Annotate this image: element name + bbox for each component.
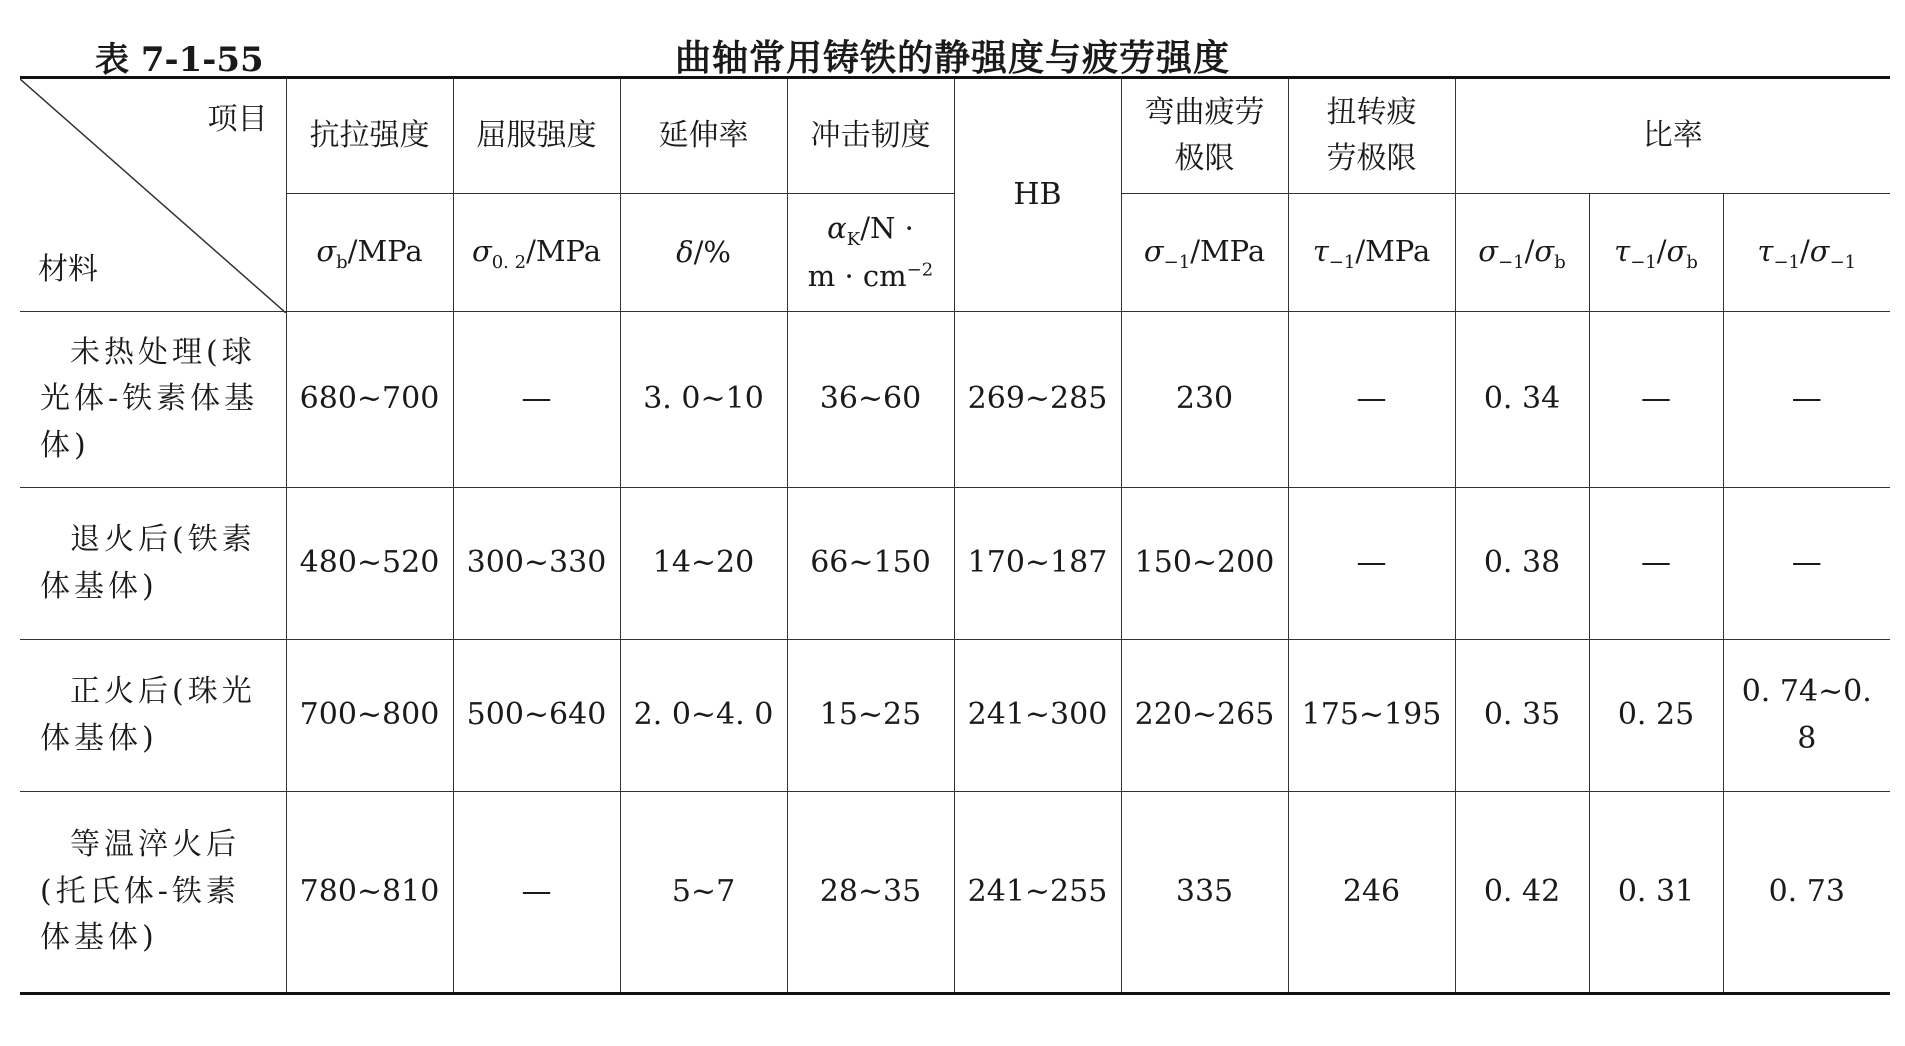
value-cell: 241~300 — [954, 640, 1121, 792]
header-torsion-fatigue-line-2: 劳极限 — [1326, 141, 1417, 176]
material-cell: 退火后(铁素 体基体) — [20, 488, 286, 640]
value-cell: 230 — [1121, 312, 1288, 488]
unit-tensile: $\sigma_b$/MPa — [286, 194, 453, 312]
value-cell: — — [1288, 312, 1455, 488]
value-cell: — — [453, 312, 620, 488]
value-cell: 269~285 — [954, 312, 1121, 488]
value-cell: — — [1288, 488, 1455, 640]
value-cell: 0. 38 — [1455, 488, 1589, 640]
value-cell: 0. 35 — [1455, 640, 1589, 792]
header-impact: 冲击韧度 — [787, 78, 954, 194]
table-caption — [0, 22, 1905, 78]
value-cell: 2. 0~4. 0 — [620, 640, 787, 792]
value-cell: 500~640 — [453, 640, 620, 792]
strength-table — [20, 76, 1890, 995]
header-item-label: 项目 — [207, 102, 268, 137]
value-cell: 5~7 — [620, 792, 787, 994]
value-cell: 170~187 — [954, 488, 1121, 640]
header-bend-fatigue — [1121, 78, 1288, 194]
value-cell: 780~810 — [286, 792, 453, 994]
header-yield: 屈服强度 — [453, 78, 620, 194]
unit-torsion-fatigue: $\tau_{-1}$/MPa — [1288, 194, 1455, 312]
value-cell: 175~195 — [1288, 640, 1455, 792]
value-cell: 0. 34 — [1455, 312, 1589, 488]
value-cell: 0. 73 — [1723, 792, 1890, 994]
header-bend-fatigue-line-1: 弯曲疲劳 — [1144, 94, 1265, 130]
header-row-1 — [20, 78, 1890, 194]
value-cell: 300~330 — [453, 488, 620, 640]
unit-bend-fatigue: $\sigma_{-1}$/MPa — [1121, 194, 1288, 312]
value-cell: 700~800 — [286, 640, 453, 792]
unit-impact: $\alpha_K/N$ · $m \cdot cm^{-2}$ — [787, 194, 954, 312]
value-cell: — — [453, 792, 620, 994]
value-cell: 0. 74~0. 8 — [1723, 640, 1890, 792]
value-cell: 241~255 — [954, 792, 1121, 994]
value-cell: 0. 25 — [1589, 640, 1723, 792]
unit-yield: $\sigma_{0. 2}$/MPa — [453, 194, 620, 312]
value-cell: 28~35 — [787, 792, 954, 994]
value-cell: 14~20 — [620, 488, 787, 640]
diagonal-header-cell — [20, 78, 286, 312]
value-cell: 0. 31 — [1589, 792, 1723, 994]
value-cell: 480~520 — [286, 488, 453, 640]
value-cell: — — [1723, 312, 1890, 488]
material-cell: 未热处理(球 光体-铁素体基 体) — [20, 312, 286, 488]
header-torsion-fatigue-line-1: 扭转疲 — [1326, 94, 1417, 130]
header-torsion-fatigue — [1288, 78, 1455, 194]
header-bend-fatigue-line-2: 极限 — [1174, 141, 1235, 176]
value-cell: 246 — [1288, 792, 1455, 994]
unit-elongation: δ/% — [620, 194, 787, 312]
value-cell: 3. 0~10 — [620, 312, 787, 488]
unit-ratio-sigma-sigma: $\sigma_{-1}/\sigma_b$ — [1455, 194, 1589, 312]
header-material-label: 材料 — [38, 251, 98, 287]
value-cell: 150~200 — [1121, 488, 1288, 640]
unit-ratio-tau-sigma: $\tau_{-1}/\sigma_b$ — [1589, 194, 1723, 312]
table-title: 曲轴常用铸铁的静强度与疲劳强度 — [674, 37, 1230, 79]
table-row — [20, 640, 1890, 792]
value-cell: — — [1723, 488, 1890, 640]
table-number: 表 7-1-55 — [95, 40, 264, 80]
header-ratio: 比率 — [1455, 78, 1890, 194]
value-cell: 335 — [1121, 792, 1288, 994]
value-cell: 680~700 — [286, 312, 453, 488]
unit-ratio-tau-sigma-1: $\tau_{-1}/\sigma_{-1}$ — [1723, 194, 1890, 312]
table-row — [20, 792, 1890, 994]
material-cell: 等温淬火后 (托氏体-铁素 体基体) — [20, 792, 286, 994]
value-cell: — — [1589, 312, 1723, 488]
value-cell: 66~150 — [787, 488, 954, 640]
value-cell: 220~265 — [1121, 640, 1288, 792]
material-cell: 正火后(珠光 体基体) — [20, 640, 286, 792]
value-cell: 15~25 — [787, 640, 954, 792]
header-tensile: 抗拉强度 — [286, 78, 453, 194]
table-row — [20, 312, 1890, 488]
header-elongation: 延伸率 — [620, 78, 787, 194]
value-cell: — — [1589, 488, 1723, 640]
value-cell: 0. 42 — [1455, 792, 1589, 994]
value-cell: 36~60 — [787, 312, 954, 488]
header-hb: HB — [954, 78, 1121, 312]
table-row — [20, 488, 1890, 640]
